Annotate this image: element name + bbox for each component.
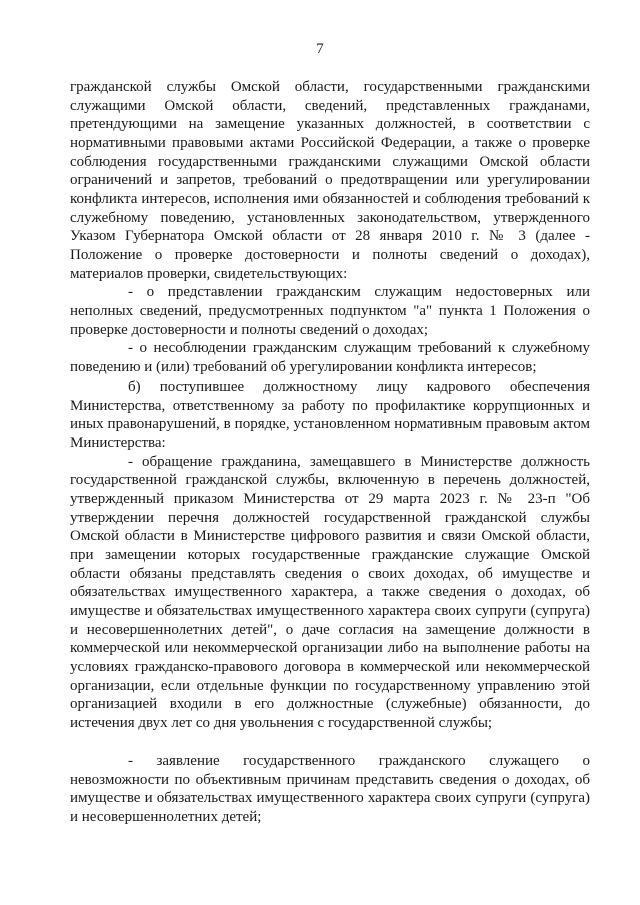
paragraph-bullet-servant-statement: - заявление государственного гражданского служащего о невозможности по объективным причинам представить сведения о доходах, об имуществе и обязательствах имущественного характера своих супруги (супруга) и несовершеннолетних детей; [70, 753, 590, 825]
paragraph-item-b: б) поступившее должностному лицу кадрового обеспечения Министерства, ответственному за работу по профилактике коррупционных и иных правонарушений, в порядке, установленном нормативным правовым актом Министерства: [70, 379, 590, 451]
paragraph-continuation: гражданской службы Омской области, государственными гражданскими служащими Омской области, сведений, представленных гражданами, претендующими на замещение указанных должностей, в соответствии с нормативными правовыми актами Российской Федерации, а также о проверке соблюдения государственными гражданскими служащими Омской области ограничений и запретов, требований о предотвращении или урегулировании конфликта интересов, исполнения ими обязанностей и соблюдения требований к служебному поведению, установленных законодательством, утвержденного Указом Губернатора Омской области от 28 января 2010 г. № 3 (далее - Положение о проверке достоверности и полноты сведений о доходах), материалов проверки, свидетельствующих: [70, 79, 590, 282]
paragraph-bullet-conduct-violation: - о несоблюдении гражданским служащим требований к служебному поведению и (или) требований об урегулировании конфликта интересов; [70, 340, 590, 375]
body-text-block-2 [70, 378, 590, 732]
paragraph-bullet-unreliable-info: - о представлении гражданским служащим недостоверных или неполных сведений, предусмотренных подпунктом "а" пункта 1 Положения о проверке достоверности и полноты сведений о доходах; [70, 284, 590, 338]
page-number: 7 [316, 41, 324, 57]
body-text-block-1 [70, 78, 590, 377]
paragraph-bullet-citizen-appeal: - обращение гражданина, замещавшего в Министерстве должность государственной гражданской службы, включенную в перечень должностей, утвержденный приказом Министерства от 29 марта 2023 г. № 23-п "Об утверждении перечня должностей государственной гражданской службы Омской области в Министерстве цифрового развития и связи Омской области, при замещении которых государственные гражданские служащие Омской области обязаны представлять сведения о своих доходах, об имуществе и обязательствах имущественного характера, а также сведения о доходах, об имуществе и обязательствах имущественного характера своих супруги (супруга) и несовершеннолетних детей", о даче согласия на замещение должности в коммерческой или некоммерческой организации либо на выполнение работы на условиях гражданско-правового договора в коммерческой или некоммерческой организации, если отдельные функции по государственному управлению этой организацией входили в его должностные (служебные) обязанности, до истечения двух лет со дня увольнения с государственной службы; [70, 453, 590, 731]
body-text-block-3 [70, 752, 590, 827]
